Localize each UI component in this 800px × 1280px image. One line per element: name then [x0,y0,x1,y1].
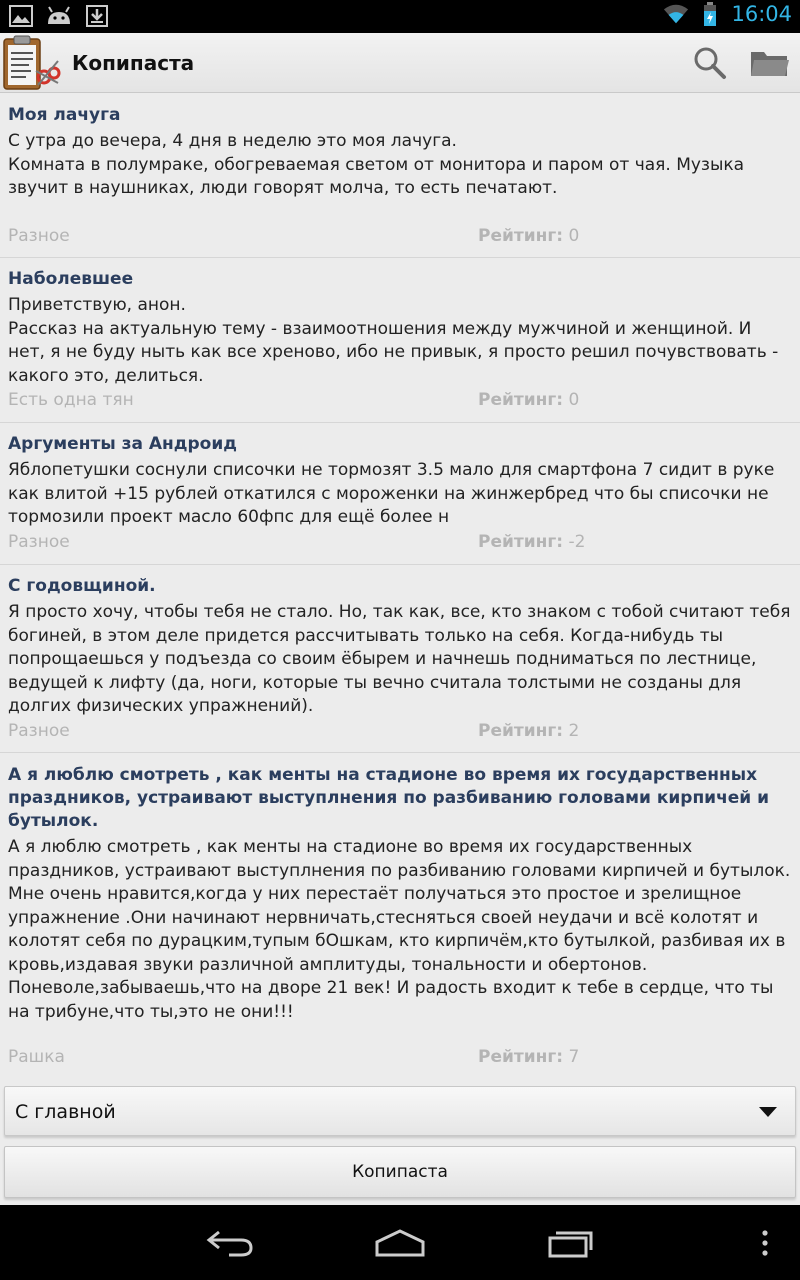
navigation-bar [0,1205,800,1280]
list-item[interactable] [0,94,800,258]
battery-icon [697,2,723,26]
list-item[interactable] [0,258,800,423]
rating-value: 0 [568,226,580,246]
post-category: Рашка [8,1047,65,1067]
open-folder-button[interactable] [748,41,792,85]
list-item[interactable] [0,423,800,565]
search-button[interactable] [688,41,732,85]
image-icon [8,4,34,28]
post-footer [8,721,792,745]
app-title: Копипаста [72,51,195,75]
wifi-icon [663,2,689,26]
rating-label: Рейтинг: [478,532,564,552]
post-footer [8,532,792,556]
post-title: Моя лачуга [8,105,121,125]
spinner-selected-value: С главной [15,1101,116,1123]
post-footer [8,1047,792,1071]
post-text: Я просто хочу, чтобы тебя не стало. Но, так как, все, кто знаком с тобой считают тебя богиней, в этом деле придется рассчитывать только на себя. Когда-нибудь ты попрощаешься у подъезда со своим ёбырем и начнешь подниматься по лестнице, ведущей к лифту (да, ноги, которые ты вечно считала толстыми не созданы для долгих физических упражнений). [8,602,791,716]
list-item[interactable] [0,565,800,753]
status-bar [0,0,800,33]
post-rating [478,532,585,552]
action-bar [0,33,800,93]
post-title: Аргументы за Андроид [8,434,237,454]
post-category: Разное [8,532,70,552]
rating-value: 7 [568,1047,580,1067]
rating-label: Рейтинг: [478,390,564,410]
android-icon [46,4,72,28]
rating-label: Рейтинг: [478,1047,564,1067]
rating-value: 2 [568,721,580,741]
download-icon [84,4,110,28]
post-footer [8,226,792,250]
post-rating [478,1047,579,1067]
post-list [0,94,800,1079]
search-icon [693,46,727,80]
list-item[interactable] [0,753,800,1079]
source-spinner[interactable] [4,1086,796,1136]
dropdown-arrow-icon [759,1107,777,1117]
recent-apps-icon [546,1228,594,1258]
post-text: А я люблю смотреть , как менты на стадионе во время их государственных праздников, устраивают выступлнения по разбиванию головами кирпичей и бутылок. Мне очень нравится,когда у них перестаёт получаться это простое и зрелищное упражнение .Они начинают нервничать,стесняться своей неудачи и всё колотят и колотят себя по дурацким,тупым бОшкам, кто кирпичём,кто бутылкой, разбивая их в кровь,издавая звуки различной амплитуды, тональности и обертонов. Поневоле,забываешь,что на дворе 21 век! И радость входит к тебе в сердце, что ты на трибуне,что ты,это не они!!! [8,837,791,1022]
back-button[interactable] [200,1221,260,1265]
post-rating [478,721,579,741]
post-text: С утра до вечера, 4 дня в неделю это моя лачуга. Комната в полумраке, обогреваемая светом от монитора и паром от чая. Музыка звучит в наушниках, люди говорят молча, то есть печатают. [8,131,745,198]
menu-button[interactable] [735,1221,795,1265]
rating-value: -2 [568,532,586,552]
post-rating [478,390,579,410]
post-title: С годовщиной. [8,576,156,596]
post-text: Яблопетушки соснули списочки не тормозят 3.5 мало для смартфона 7 сидит в руке как влитой +15 рублей откатился с мороженки на жинжербред что бы списочки не тормозили проект масло 60фпс для ещё более н [8,460,775,527]
post-rating [478,226,579,246]
post-category: Разное [8,226,70,246]
post-text: Приветствую, анон. Рассказ на актуальную тему - взаимоотношения между мужчиной и женщиной. И нет, я не буду ныть как все хреново, ибо не привык, я просто решил почувствовать - какого это, делиться. [8,295,779,386]
post-title: Наболевшее [8,269,134,289]
rating-label: Рейтинг: [478,226,564,246]
status-clock: 16:04 [731,2,792,26]
home-button[interactable] [370,1221,430,1265]
post-category: Разное [8,721,70,741]
rating-label: Рейтинг: [478,721,564,741]
folder-icon [750,48,790,78]
recent-apps-button[interactable] [540,1221,600,1265]
home-icon [374,1228,426,1258]
rating-value: 0 [568,390,580,410]
kopipasta-button[interactable]: Копипаста [4,1146,796,1198]
back-icon [205,1228,255,1258]
post-category: Есть одна тян [8,390,134,410]
menu-icon [761,1229,769,1257]
app-logo-icon[interactable] [0,33,62,93]
post-title: А я люблю смотреть , как менты на стадионе во время их государственных праздников, устраивают выступлнения по разбиванию головами кирпичей и бутылок. [8,765,770,831]
post-footer [8,390,792,414]
